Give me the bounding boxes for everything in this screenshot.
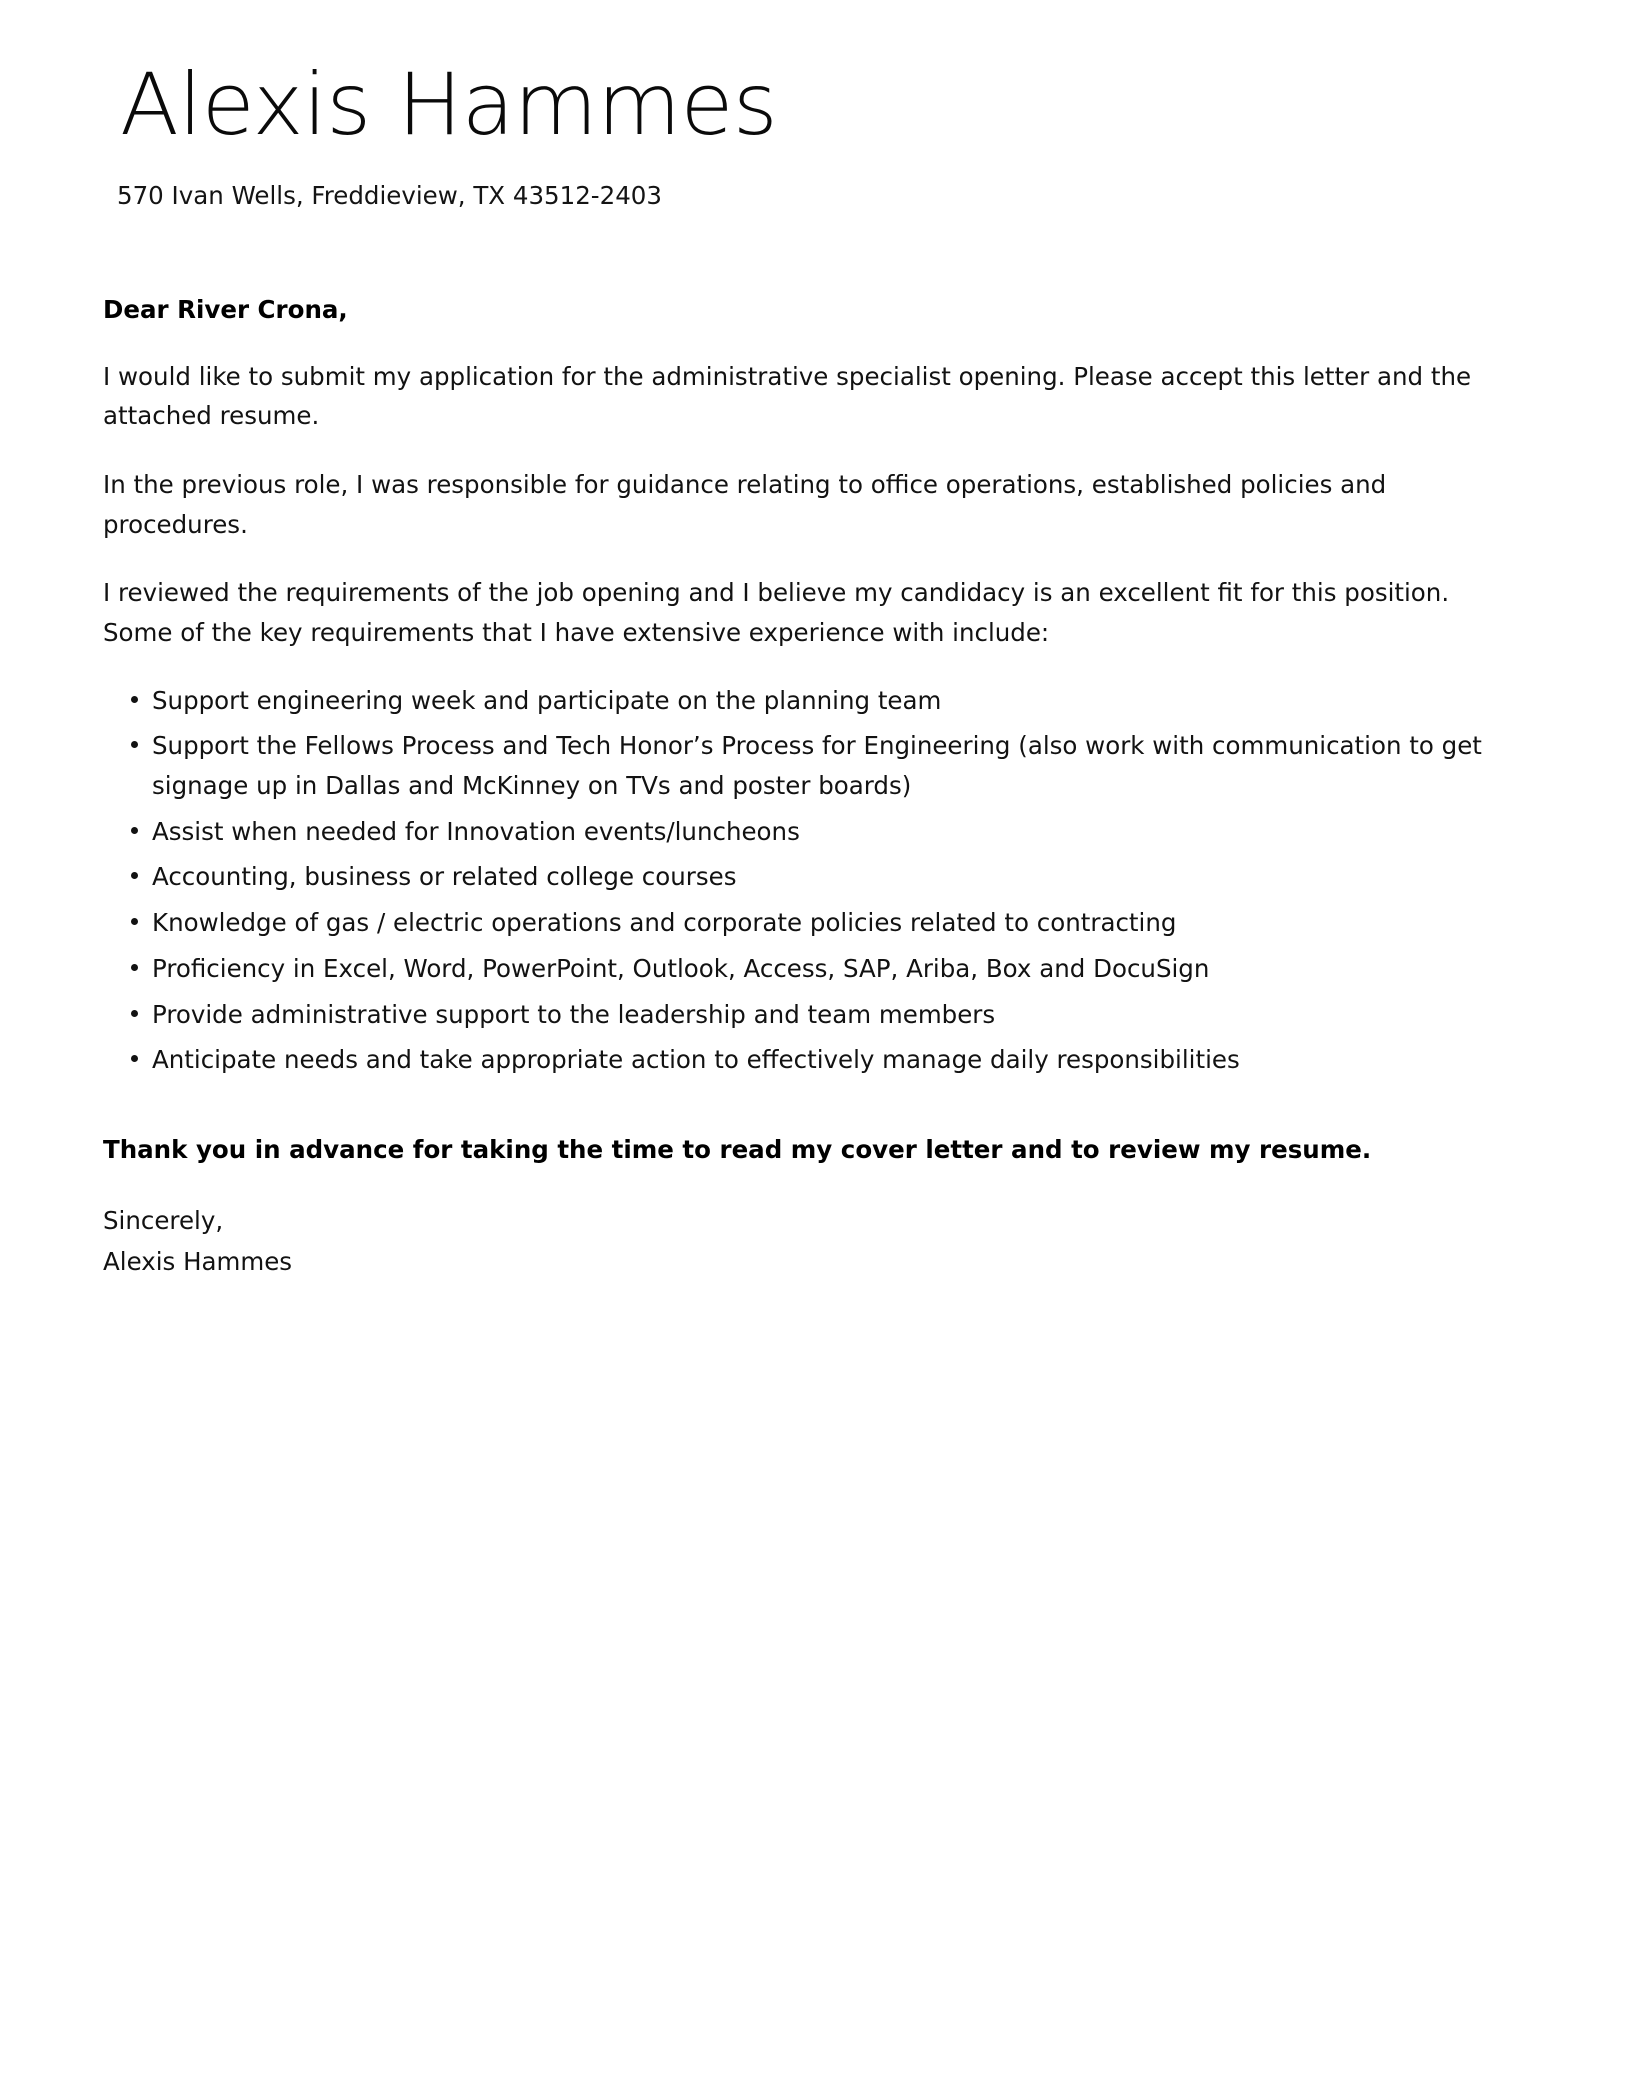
list-item xyxy=(103,995,1523,1036)
list-item-text: Assist when needed for Innovation events/luncheons xyxy=(152,816,800,846)
letter-body xyxy=(103,212,1523,1280)
bullet-icon xyxy=(131,918,138,925)
list-item-text: Proficiency in Excel, Word, PowerPoint, Outlook, Access, SAP, Ariba, Box and DocuSign xyxy=(152,953,1210,983)
list-item xyxy=(103,857,1523,898)
bullet-icon xyxy=(131,872,138,879)
list-item xyxy=(103,681,1523,722)
list-item-text: Knowledge of gas / electric operations and corporate policies related to contracting xyxy=(152,908,1177,938)
list-item xyxy=(103,949,1523,990)
list-item-text: Support the Fellows Process and Tech Honor’s Process for Engineering (also work with communication to get signage up in Dallas and McKinney on TVs and poster boards) xyxy=(152,731,1482,801)
list-item xyxy=(103,812,1523,853)
bullet-icon xyxy=(131,964,138,971)
letter-content xyxy=(103,0,1523,1280)
bullet-icon xyxy=(131,696,138,703)
bullet-icon xyxy=(131,1055,138,1062)
list-item-text: Anticipate needs and take appropriate action to effectively manage daily responsibilities xyxy=(152,1045,1240,1075)
salutation: Dear River Crona, xyxy=(103,295,348,325)
bullet-icon xyxy=(131,741,138,748)
signoff-name: Alexis Hammes xyxy=(103,1246,293,1276)
list-item-text: Provide administrative support to the leadership and team members xyxy=(152,999,996,1029)
bullet-icon xyxy=(131,827,138,834)
applicant-address: 570 Ivan Wells, Freddieview, TX 43512-2403 xyxy=(117,181,662,210)
list-item-text: Support engineering week and participate on the planning team xyxy=(152,685,942,715)
list-item-text: Accounting, business or related college courses xyxy=(152,862,737,892)
paragraph-requirements-intro: I reviewed the requirements of the job opening and I believe my candidacy is an excellent fit for this position. Some of the key requirements that I have extensive experience with include: xyxy=(103,578,1450,648)
page-title: Alexis Hammes xyxy=(120,55,778,155)
closing-statement: Thank you in advance for taking the time to read my cover letter and to review my resume. xyxy=(103,1134,1372,1164)
signoff: Sincerely, xyxy=(103,1205,224,1235)
bullet-icon xyxy=(131,1010,138,1017)
list-item xyxy=(103,726,1523,806)
list-item xyxy=(103,1040,1523,1081)
paragraph-experience: In the previous role, I was responsible for guidance relating to office operations, established policies and procedures. xyxy=(103,469,1387,539)
paragraph-intro: I would like to submit my application for the administrative specialist opening. Please accept this letter and the attached resume. xyxy=(103,361,1472,431)
list-item xyxy=(103,903,1523,944)
requirements-list xyxy=(103,653,1523,1081)
